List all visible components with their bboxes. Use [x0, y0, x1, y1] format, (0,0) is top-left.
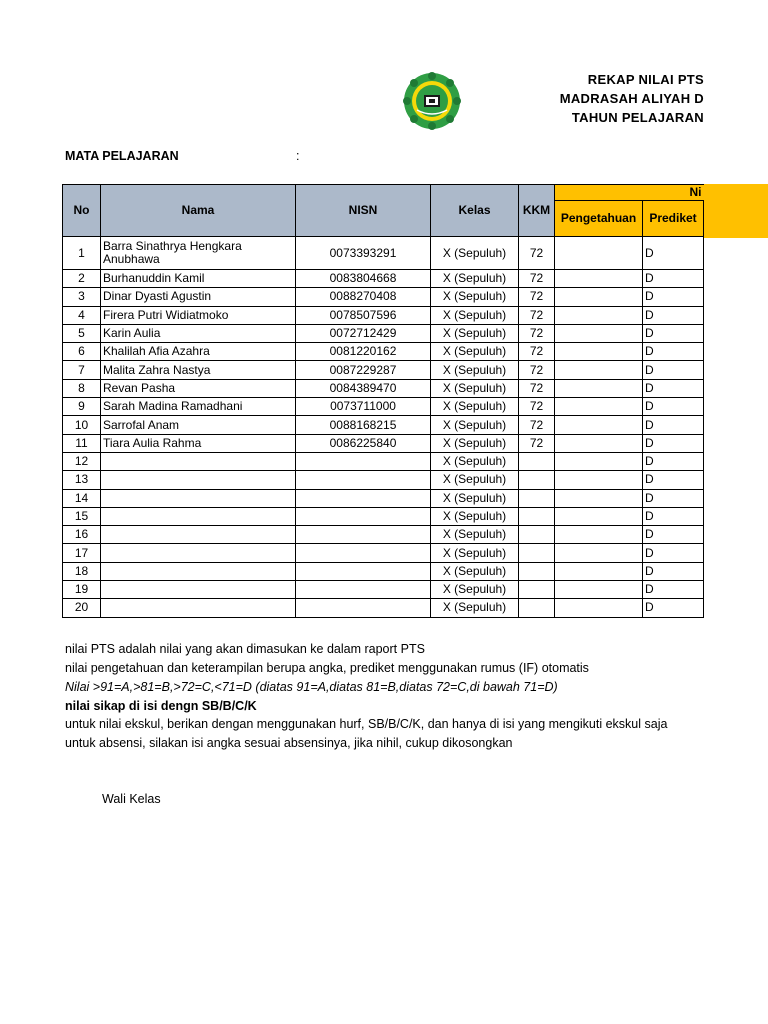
cell-nisn — [296, 581, 431, 599]
cell-kelas: X (Sepuluh) — [431, 562, 519, 580]
cell-nama — [101, 526, 296, 544]
cell-prediket: D — [643, 237, 704, 270]
table-row — [63, 288, 704, 306]
header-nilai-group: Ni — [555, 185, 704, 201]
cell-kkm: 72 — [519, 237, 555, 270]
table-row — [63, 379, 704, 397]
cell-prediket: D — [643, 599, 704, 617]
cell-pengetahuan[interactable] — [555, 288, 643, 306]
cell-nama — [101, 544, 296, 562]
cell-nisn: 0073393291 — [296, 237, 431, 270]
cell-nisn: 0072712429 — [296, 324, 431, 342]
cell-prediket: D — [643, 544, 704, 562]
cell-kelas: X (Sepuluh) — [431, 361, 519, 379]
cell-nisn — [296, 452, 431, 470]
table-row — [63, 599, 704, 617]
header-pengetahuan: Pengetahuan — [555, 201, 643, 237]
cell-nisn: 0081220162 — [296, 343, 431, 361]
cell-pengetahuan[interactable] — [555, 270, 643, 288]
cell-nisn — [296, 507, 431, 525]
cell-kelas: X (Sepuluh) — [431, 306, 519, 324]
cell-nisn — [296, 471, 431, 489]
cell-pengetahuan[interactable] — [555, 581, 643, 599]
cell-no: 15 — [63, 507, 101, 525]
cell-prediket: D — [643, 270, 704, 288]
cell-nisn: 0088168215 — [296, 416, 431, 434]
cell-no: 8 — [63, 379, 101, 397]
madrasah-emblem-icon — [403, 72, 461, 130]
cell-kkm: 72 — [519, 343, 555, 361]
cell-pengetahuan[interactable] — [555, 306, 643, 324]
cell-kkm: 72 — [519, 416, 555, 434]
grade-table — [62, 184, 704, 618]
cell-nama — [101, 471, 296, 489]
cell-nama: Tiara Aulia Rahma — [101, 434, 296, 452]
cell-nisn: 0087229287 — [296, 361, 431, 379]
cell-pengetahuan[interactable] — [555, 361, 643, 379]
cell-prediket: D — [643, 306, 704, 324]
cell-prediket: D — [643, 416, 704, 434]
cell-no: 19 — [63, 581, 101, 599]
cell-no: 5 — [63, 324, 101, 342]
cell-kkm: 72 — [519, 324, 555, 342]
cell-nama: Firera Putri Widiatmoko — [101, 306, 296, 324]
cell-kkm: 72 — [519, 270, 555, 288]
cell-no: 18 — [63, 562, 101, 580]
cell-kkm — [519, 581, 555, 599]
cell-kelas: X (Sepuluh) — [431, 270, 519, 288]
cell-nisn — [296, 562, 431, 580]
cell-kkm: 72 — [519, 379, 555, 397]
cell-pengetahuan[interactable] — [555, 507, 643, 525]
cell-no: 10 — [63, 416, 101, 434]
cell-kkm — [519, 599, 555, 617]
cell-no: 4 — [63, 306, 101, 324]
signature-label: Wali Kelas — [102, 792, 161, 806]
cell-kelas: X (Sepuluh) — [431, 507, 519, 525]
cell-kkm: 72 — [519, 306, 555, 324]
cell-no: 1 — [63, 237, 101, 270]
cell-kelas: X (Sepuluh) — [431, 416, 519, 434]
cell-nama: Khalilah Afia Azahra — [101, 343, 296, 361]
cell-prediket: D — [643, 361, 704, 379]
cell-nama — [101, 507, 296, 525]
cell-kkm — [519, 526, 555, 544]
cell-kelas: X (Sepuluh) — [431, 599, 519, 617]
cell-prediket: D — [643, 288, 704, 306]
cell-kkm — [519, 471, 555, 489]
cell-nama: Malita Zahra Nastya — [101, 361, 296, 379]
note-line: untuk nilai ekskul, berikan dengan menggunakan hurf, SB/B/C/K, dan hanya di isi yang mengikuti ekskul saja — [65, 717, 668, 731]
header-nisn: NISN — [296, 185, 431, 237]
cell-pengetahuan[interactable] — [555, 489, 643, 507]
cell-no: 3 — [63, 288, 101, 306]
cell-pengetahuan[interactable] — [555, 471, 643, 489]
cell-kelas: X (Sepuluh) — [431, 398, 519, 416]
note-line: nilai sikap di isi dengn SB/B/C/K — [65, 699, 257, 713]
table-row — [63, 306, 704, 324]
cell-nisn — [296, 599, 431, 617]
header-nama: Nama — [101, 185, 296, 237]
table-row — [63, 452, 704, 470]
table-row — [63, 324, 704, 342]
cell-pengetahuan[interactable] — [555, 343, 643, 361]
cell-pengetahuan[interactable] — [555, 379, 643, 397]
cell-kkm — [519, 507, 555, 525]
cell-nisn: 0088270408 — [296, 288, 431, 306]
cell-nama: Dinar Dyasti Agustin — [101, 288, 296, 306]
header-fill-block — [703, 184, 768, 238]
note-line: nilai PTS adalah nilai yang akan dimasukan ke dalam raport PTS — [65, 642, 425, 656]
cell-nama — [101, 489, 296, 507]
cell-kelas: X (Sepuluh) — [431, 452, 519, 470]
cell-prediket: D — [643, 489, 704, 507]
cell-nisn — [296, 526, 431, 544]
table-row — [63, 237, 704, 270]
cell-kelas: X (Sepuluh) — [431, 288, 519, 306]
cell-pengetahuan[interactable] — [555, 544, 643, 562]
cell-nama — [101, 562, 296, 580]
note-line: Nilai >91=A,>81=B,>72=C,<71=D (diatas 91=A,diatas 81=B,diatas 72=C,di bawah 71=D) — [65, 680, 558, 694]
table-row — [63, 489, 704, 507]
table-row — [63, 416, 704, 434]
table-row — [63, 544, 704, 562]
cell-prediket: D — [643, 398, 704, 416]
cell-nama — [101, 452, 296, 470]
cell-kkm: 72 — [519, 361, 555, 379]
cell-kelas: X (Sepuluh) — [431, 343, 519, 361]
cell-prediket: D — [643, 507, 704, 525]
note-line: untuk absensi, silakan isi angka sesuai absensinya, jika nihil, cukup dikosongkan — [65, 736, 513, 750]
cell-pengetahuan[interactable] — [555, 526, 643, 544]
cell-prediket: D — [643, 452, 704, 470]
cell-nisn: 0073711000 — [296, 398, 431, 416]
header-no: No — [63, 185, 101, 237]
cell-no: 11 — [63, 434, 101, 452]
cell-kkm: 72 — [519, 434, 555, 452]
table-row — [63, 507, 704, 525]
cell-prediket: D — [643, 581, 704, 599]
cell-pengetahuan[interactable] — [555, 324, 643, 342]
cell-nama — [101, 599, 296, 617]
subject-label: MATA PELAJARAN — [65, 149, 179, 163]
cell-pengetahuan[interactable] — [555, 562, 643, 580]
note-line: nilai pengetahuan dan keterampilan berupa angka, prediket menggunakan rumus (IF) otomatis — [65, 661, 589, 675]
cell-nama: Sarrofal Anam — [101, 416, 296, 434]
cell-pengetahuan[interactable] — [555, 416, 643, 434]
cell-no: 12 — [63, 452, 101, 470]
cell-nisn: 0078507596 — [296, 306, 431, 324]
cell-kkm — [519, 489, 555, 507]
cell-kelas: X (Sepuluh) — [431, 471, 519, 489]
cell-kelas: X (Sepuluh) — [431, 581, 519, 599]
cell-no: 16 — [63, 526, 101, 544]
cell-prediket: D — [643, 434, 704, 452]
cell-kkm: 72 — [519, 288, 555, 306]
cell-nama: Sarah Madina Ramadhani — [101, 398, 296, 416]
table-row — [63, 526, 704, 544]
cell-no: 2 — [63, 270, 101, 288]
cell-kkm: 72 — [519, 398, 555, 416]
cell-prediket: D — [643, 379, 704, 397]
cell-nama: Barra Sinathrya Hengkara Anubhawa — [101, 237, 296, 270]
cell-prediket: D — [643, 343, 704, 361]
table-row — [63, 562, 704, 580]
table-row — [63, 581, 704, 599]
cell-nama: Karin Aulia — [101, 324, 296, 342]
academic-year: TAHUN PELAJARAN — [571, 110, 704, 125]
cell-nisn — [296, 489, 431, 507]
cell-kelas: X (Sepuluh) — [431, 237, 519, 270]
cell-nisn: 0084389470 — [296, 379, 431, 397]
cell-no: 17 — [63, 544, 101, 562]
report-title: REKAP NILAI PTS — [587, 72, 704, 87]
cell-no: 13 — [63, 471, 101, 489]
table-row — [63, 398, 704, 416]
cell-prediket: D — [643, 526, 704, 544]
cell-nisn — [296, 544, 431, 562]
cell-pengetahuan[interactable] — [555, 434, 643, 452]
cell-no: 20 — [63, 599, 101, 617]
cell-nama: Burhanuddin Kamil — [101, 270, 296, 288]
table-row — [63, 471, 704, 489]
cell-kkm — [519, 452, 555, 470]
header-kelas: Kelas — [431, 185, 519, 237]
cell-no: 6 — [63, 343, 101, 361]
cell-kelas: X (Sepuluh) — [431, 489, 519, 507]
cell-nama: Revan Pasha — [101, 379, 296, 397]
cell-kelas: X (Sepuluh) — [431, 324, 519, 342]
school-name: MADRASAH ALIYAH D — [559, 91, 704, 106]
subject-colon: : — [296, 149, 300, 163]
cell-no: 14 — [63, 489, 101, 507]
cell-pengetahuan[interactable] — [555, 237, 643, 270]
table-row — [63, 434, 704, 452]
cell-prediket: D — [643, 471, 704, 489]
cell-no: 9 — [63, 398, 101, 416]
cell-pengetahuan[interactable] — [555, 452, 643, 470]
header-kkm: KKM — [519, 185, 555, 237]
cell-no: 7 — [63, 361, 101, 379]
cell-kkm — [519, 562, 555, 580]
cell-kelas: X (Sepuluh) — [431, 544, 519, 562]
cell-prediket: D — [643, 562, 704, 580]
cell-nama — [101, 581, 296, 599]
header-prediket: Prediket — [643, 201, 704, 237]
cell-nisn: 0086225840 — [296, 434, 431, 452]
table-row — [63, 270, 704, 288]
cell-kelas: X (Sepuluh) — [431, 434, 519, 452]
cell-kelas: X (Sepuluh) — [431, 526, 519, 544]
cell-kelas: X (Sepuluh) — [431, 379, 519, 397]
table-row — [63, 361, 704, 379]
cell-kkm — [519, 544, 555, 562]
cell-pengetahuan[interactable] — [555, 398, 643, 416]
table-row — [63, 343, 704, 361]
cell-prediket: D — [643, 324, 704, 342]
cell-pengetahuan[interactable] — [555, 599, 643, 617]
cell-nisn: 0083804668 — [296, 270, 431, 288]
